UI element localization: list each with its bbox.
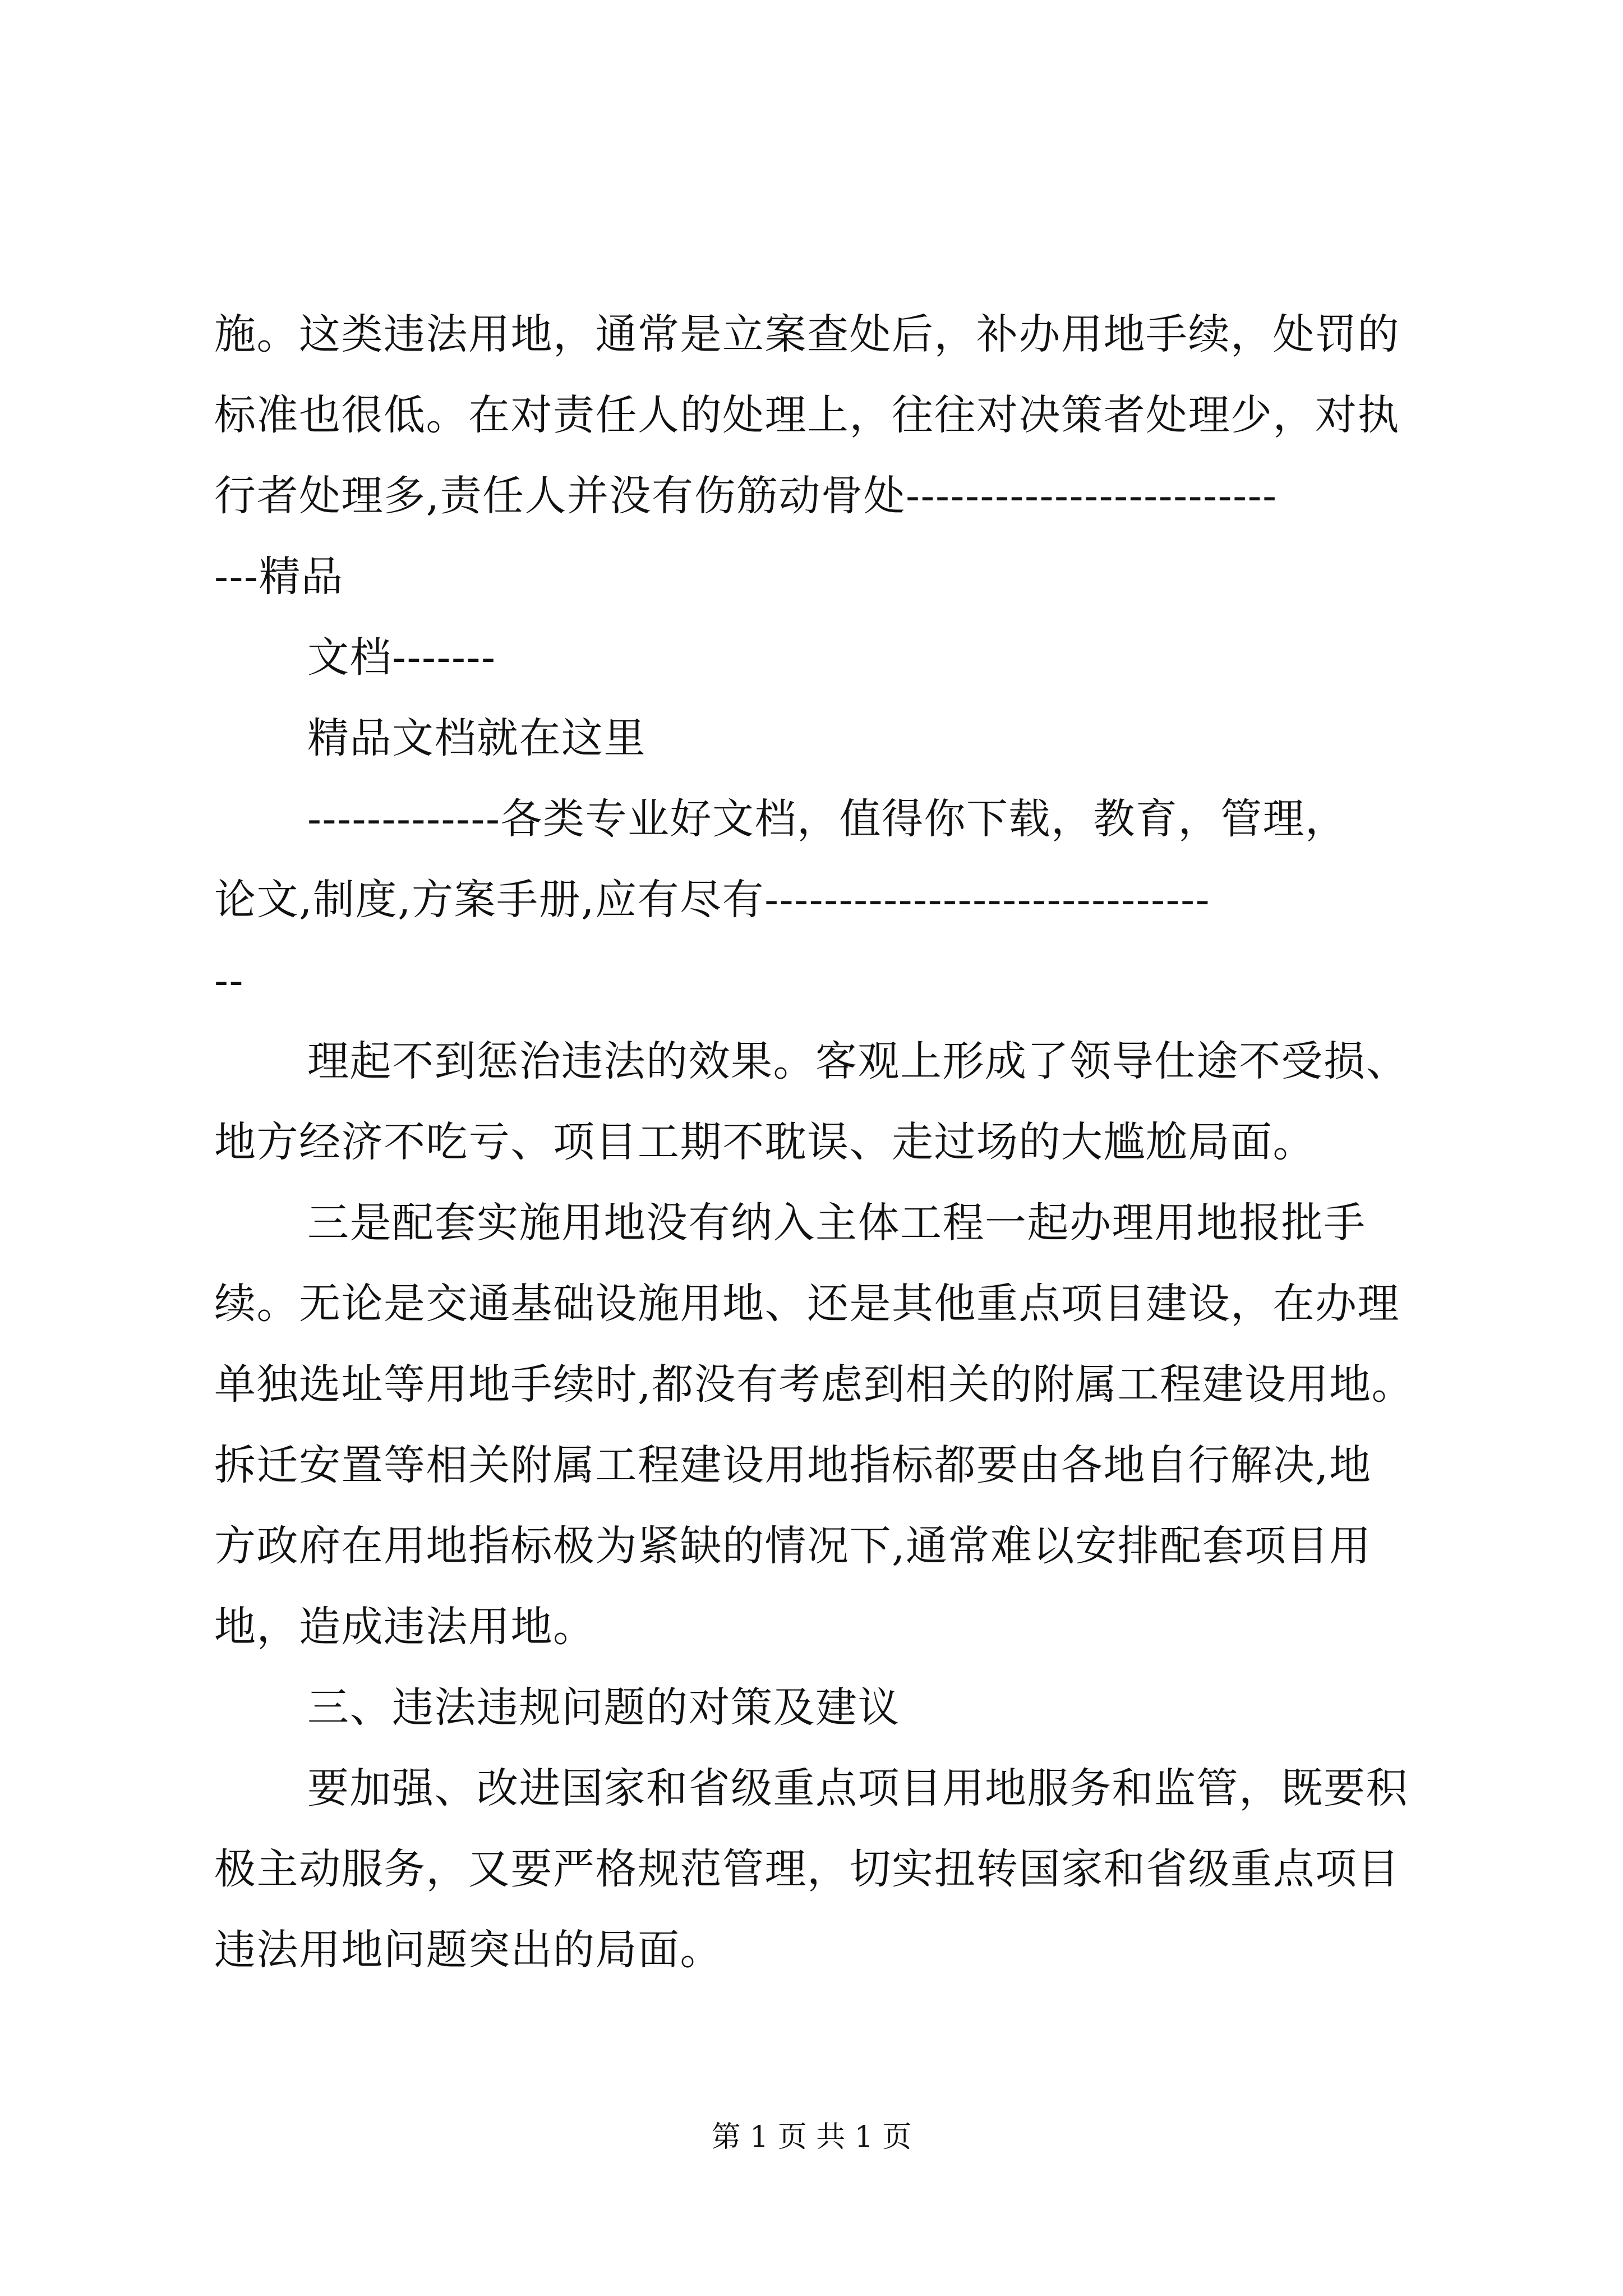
section-heading: 三、违法违规问题的对策及建议 xyxy=(307,1683,900,1732)
body-text-line: -------------各类专业好文档，值得你下载，教育，管理， xyxy=(307,795,1348,843)
body-text-line: 精品文档就在这里 xyxy=(307,714,646,762)
body-text-line: ---精品 xyxy=(214,553,344,601)
body-text-line: 要加强、改进国家和省级重点项目用地服务和监管，既要积 xyxy=(307,1764,1408,1812)
body-text-line: -- xyxy=(214,956,245,1005)
body-text-line: 地，造成违法用地。 xyxy=(214,1603,596,1651)
body-text-line: 三是配套实施用地没有纳入主体工程一起办理用地报批手 xyxy=(307,1199,1366,1247)
body-text-line: 理起不到惩治违法的效果。客观上形成了领导仕途不受损、 xyxy=(307,1037,1408,1085)
body-text-line: 续。无论是交通基础设施用地、还是其他重点项目建设，在办理 xyxy=(214,1280,1400,1328)
body-text-line: 地方经济不吃亏、项目工期不耽误、走过场的大尴尬局面。 xyxy=(214,1118,1315,1166)
body-text-line: 违法用地问题突出的局面。 xyxy=(214,1926,722,1974)
body-text-line: 单独选址等用地手续时,都没有考虑到相关的附属工程建设用地。 xyxy=(214,1360,1414,1409)
body-text-line: 极主动服务，又要严格规范管理，切实扭转国家和省级重点项目 xyxy=(214,1845,1400,1893)
body-text-line: 方政府在用地指标极为紧缺的情况下,通常难以安排配套项目用 xyxy=(214,1522,1372,1570)
body-text-line: 行者处理多,责任人并没有伤筋动骨处------------------------- xyxy=(214,472,1278,520)
body-text-line: 文档------- xyxy=(307,633,496,682)
page-footer: 第 1 页 共 1 页 xyxy=(711,2120,912,2154)
body-text-line: 拆迁安置等相关附属工程建设用地指标都要由各地自行解决,地 xyxy=(214,1441,1372,1489)
body-text-line: 论文,制度,方案手册,应有尽有------------------------------ xyxy=(214,876,1211,924)
body-text-line: 标准也很低。在对责任人的处理上，往往对决策者处理少，对执 xyxy=(214,391,1400,439)
body-text-line: 施。这类违法用地，通常是立案查处后，补办用地手续，处罚的 xyxy=(214,310,1400,358)
